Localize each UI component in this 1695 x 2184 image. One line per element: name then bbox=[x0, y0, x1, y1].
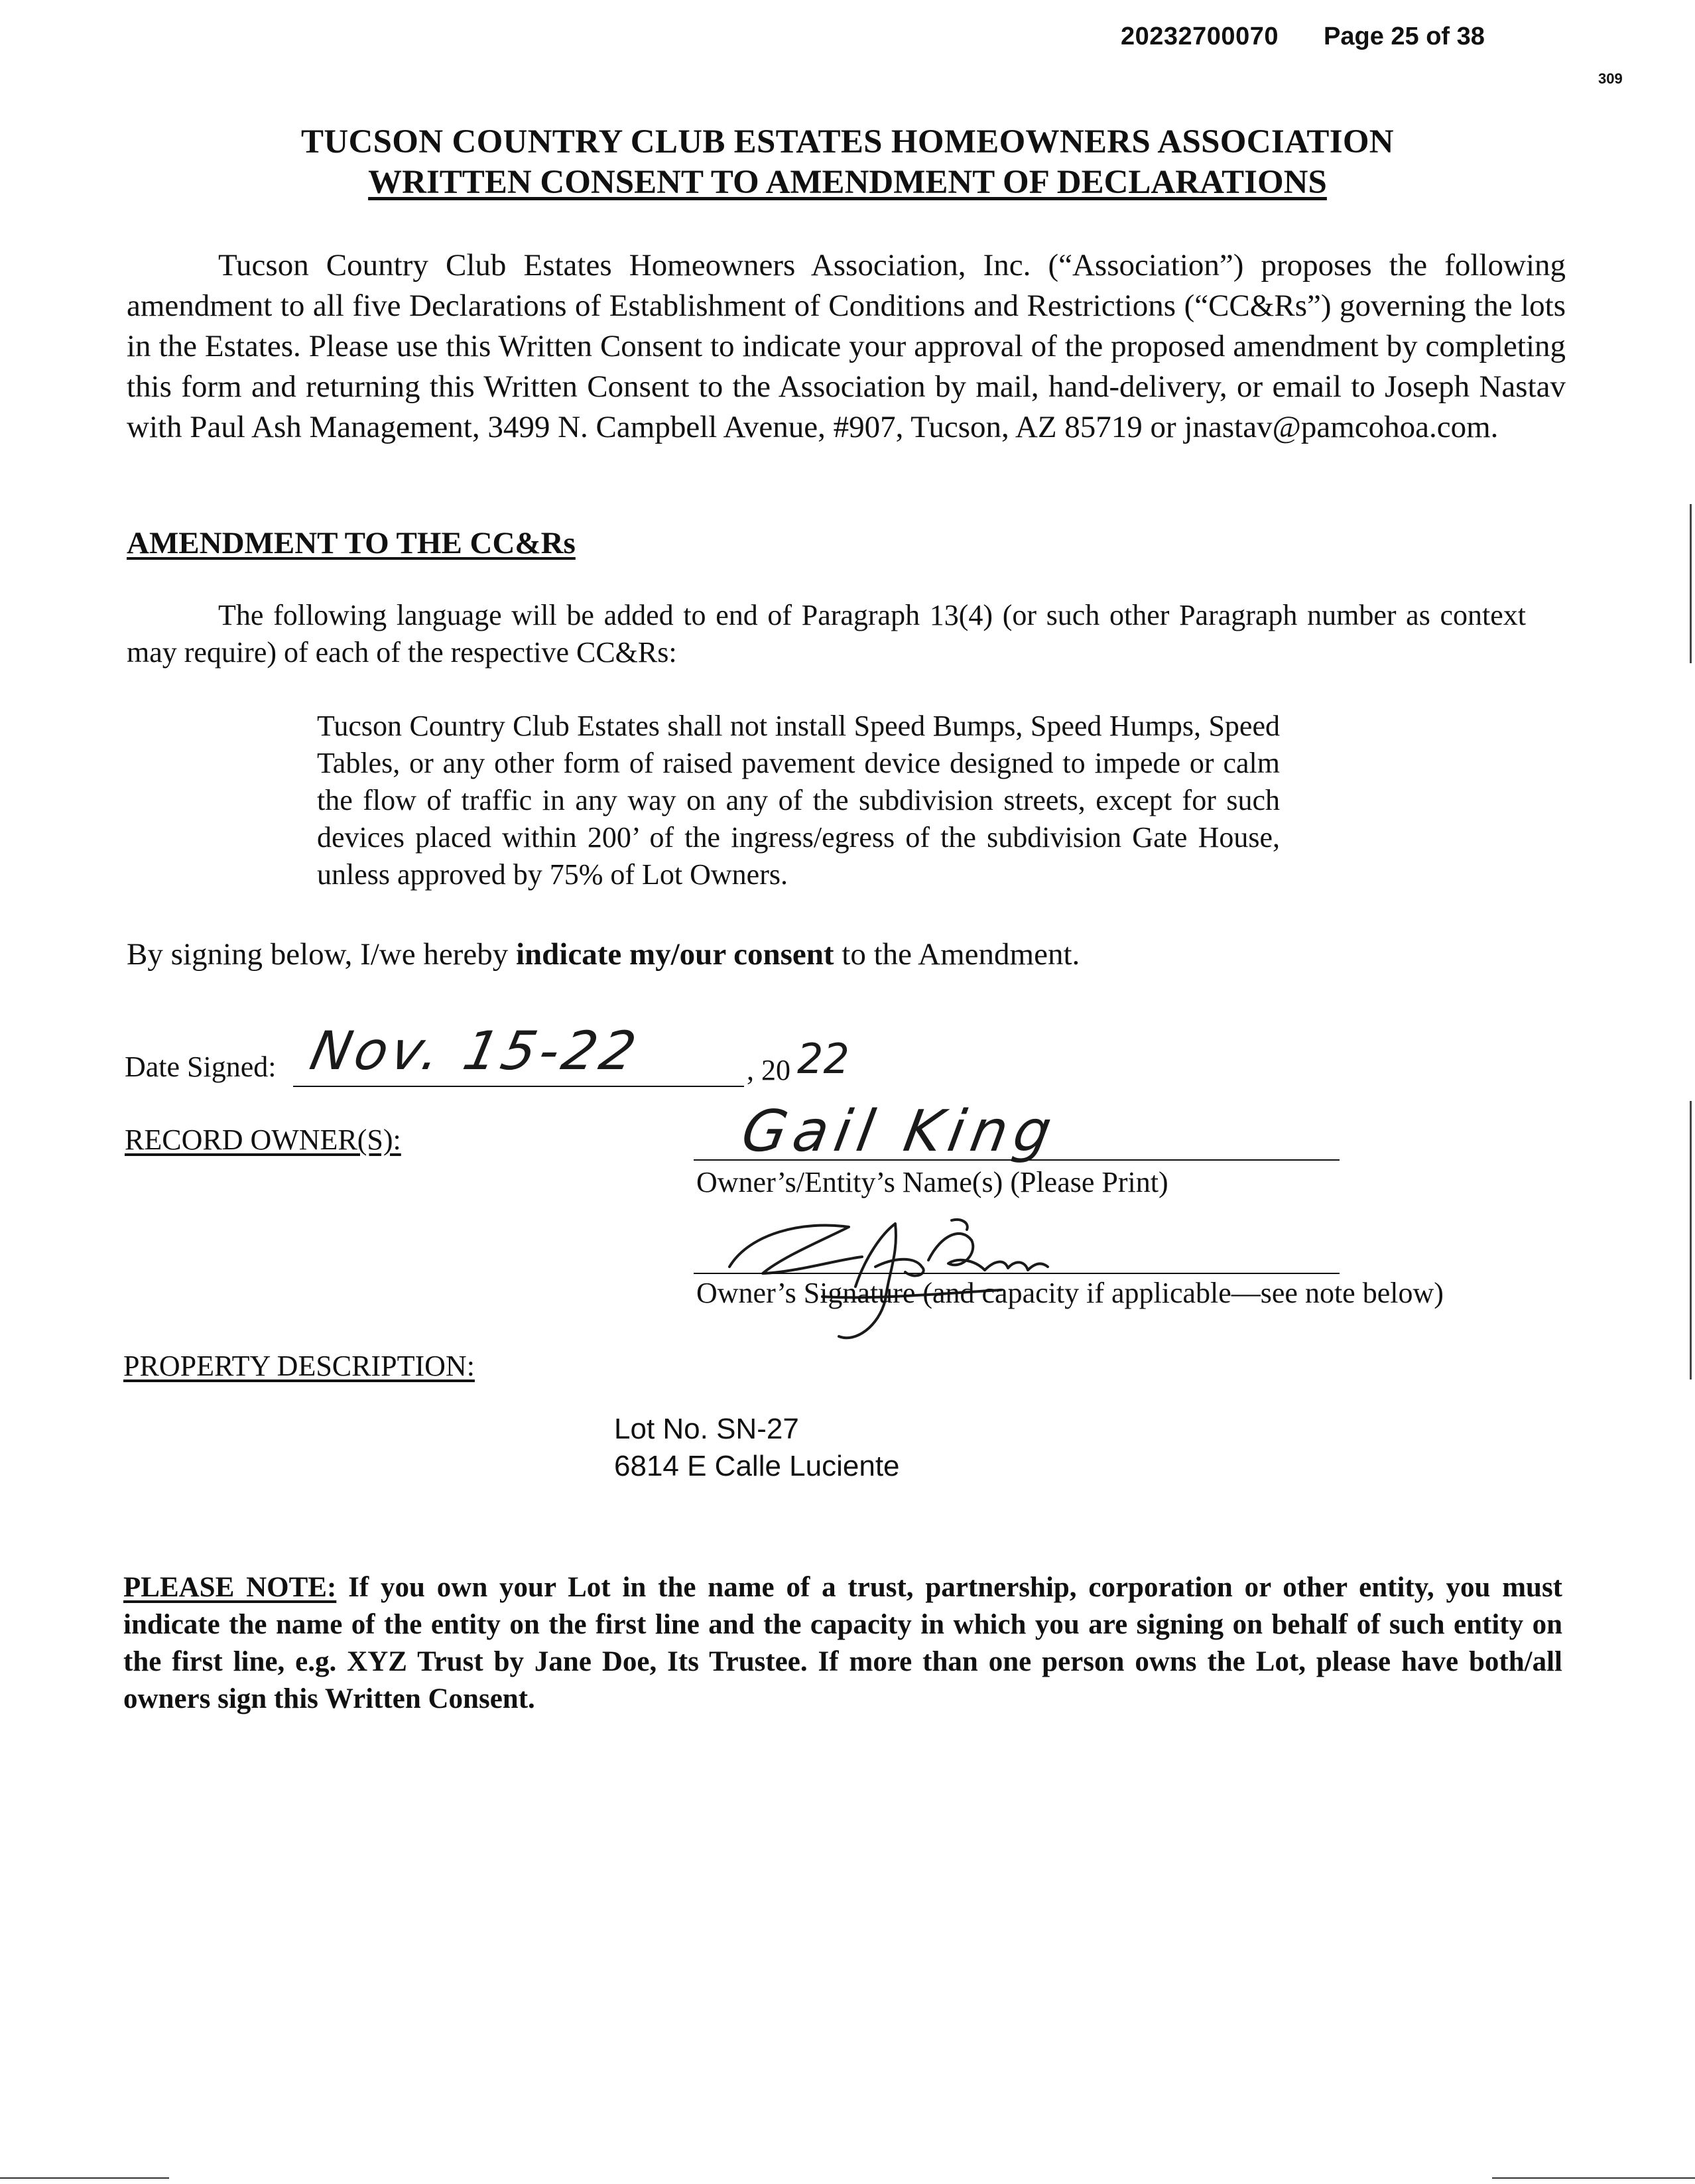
scan-bottom-rule bbox=[1492, 2177, 1695, 2179]
please-note-paragraph bbox=[123, 1569, 1562, 1718]
page-label: Page 25 of 38 bbox=[1324, 23, 1485, 50]
title-line-1: TUCSON COUNTRY CLUB ESTATES HOMEOWNERS ASSOCIATION bbox=[301, 123, 1394, 161]
date-signed-label: Date Signed: bbox=[125, 1051, 277, 1083]
owner-signature-line bbox=[694, 1273, 1340, 1274]
scan-edge-mark bbox=[1690, 504, 1692, 663]
please-note-label: PLEASE NOTE: bbox=[123, 1572, 337, 1603]
consent-suffix: to the Amendment. bbox=[834, 937, 1080, 972]
property-address: 6814 E Calle Luciente bbox=[614, 1450, 900, 1482]
scan-bottom-rule bbox=[0, 2177, 169, 2179]
property-description-label: PROPERTY DESCRIPTION: bbox=[123, 1350, 475, 1382]
please-note-text: If you own your Lot in the name of a trust, partnership, corporation or other entity, you must indicate the name of the entity on the first line and the capacity in which you are signing on behalf of such entity on the first line, e.g. XYZ Trust by Jane Doe, Its Trustee. If more than one person owns the Lot, please have both/all owners sign this Written Consent. bbox=[123, 1572, 1562, 1714]
owner-name-caption: Owner’s/Entity’s Name(s) (Please Print) bbox=[696, 1166, 1168, 1198]
amendment-quoted-text: Tucson Country Club Estates shall not install Speed Bumps, Speed Humps, Speed Tables, or any other form of raised pavement device designed to impede or calm the flow of traffic in any way on any of the subdivision streets, except for such devices placed within 200’ of the ingress/egress of the subdivision Gate House, unless approved by 75% of Lot Owners. bbox=[317, 710, 1280, 891]
record-owner-label: RECORD OWNER(S): bbox=[125, 1124, 401, 1156]
consent-bold: indicate my/our consent bbox=[515, 937, 834, 972]
date-year-prefix: , 20 bbox=[747, 1054, 790, 1086]
consent-prefix: By signing below, I/we hereby bbox=[127, 937, 516, 972]
title-line-2: WRITTEN CONSENT TO AMENDMENT OF DECLARATIONS bbox=[368, 164, 1327, 201]
date-signed-line bbox=[293, 1086, 744, 1087]
owner-signature[interactable] bbox=[723, 1194, 1094, 1346]
stamp-number: 309 bbox=[1598, 70, 1623, 87]
amendment-heading: AMENDMENT TO THE CC&Rs bbox=[127, 526, 576, 560]
owner-name-value[interactable]: Gail King bbox=[737, 1098, 1063, 1165]
scan-edge-mark bbox=[1690, 1101, 1692, 1380]
date-signed-value[interactable]: Nov. 15-22 bbox=[305, 1020, 645, 1082]
lot-number: Lot No. SN-27 bbox=[614, 1413, 799, 1445]
document-number: 20232700070 bbox=[1121, 23, 1279, 50]
amendment-lead-in: The following language will be added to end of Paragraph 13(4) (or such other Paragraph number as context may require) of each of the respective CC&Rs: bbox=[127, 599, 1526, 669]
date-year-value[interactable]: 22 bbox=[797, 1035, 849, 1083]
consent-statement bbox=[127, 936, 1080, 972]
owner-signature-caption: Owner’s Signature (and capacity if applicable—see note below) bbox=[696, 1277, 1444, 1309]
intro-paragraph: Tucson Country Club Estates Homeowners Association, Inc. (“Association”) proposes the following amendment to all five Declarations of Establishment of Conditions and Restrictions (“CC&Rs”) governing the lots in the Estates. Please use this Written Consent to indicate your approval of the proposed amendment by completing this form and returning this Written Consent to the Association by mail, hand-delivery, or email to Joseph Nastav with Paul Ash Management, 3499 N. Campbell Avenue, #907, Tucson, AZ 85719 or jnastav@pamcohoa.com. bbox=[127, 248, 1566, 444]
